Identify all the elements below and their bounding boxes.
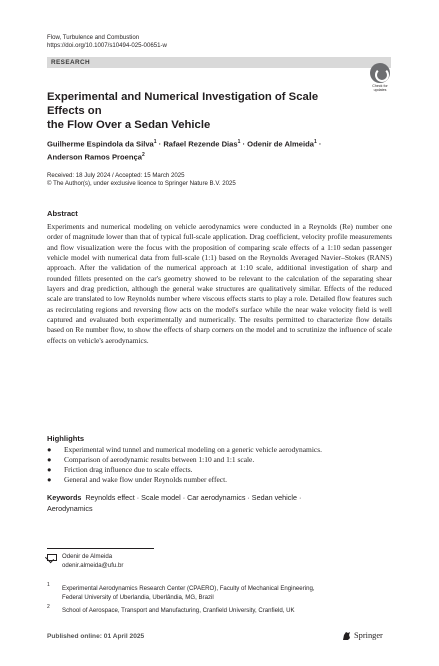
springer-horse-icon	[342, 631, 351, 641]
affiliation-number: 2	[47, 604, 50, 610]
bullet-icon: ●	[47, 465, 52, 474]
springer-name: Springer	[354, 631, 383, 640]
highlight-text: Comparison of aerodynamic results between 1:10 and 1:1 scale.	[64, 455, 255, 464]
check-for-updates-badge[interactable]	[367, 63, 393, 93]
check-for-updates-icon	[370, 63, 390, 83]
highlight-text: Experimental wind tunnel and numerical modeling on a generic vehicle aerodynamics.	[64, 445, 322, 454]
article-doi[interactable]: https://doi.org/10.1007/s10494-025-00651-w	[47, 42, 167, 49]
highlights-heading: Highlights	[47, 434, 85, 443]
contact-name: Odenir de Almeida	[62, 553, 113, 560]
keywords	[47, 492, 347, 514]
highlight-text: Friction drag influence due to scale effects.	[64, 465, 193, 474]
paper-title	[47, 90, 357, 132]
author-name[interactable]: Odenir de Almeida	[247, 139, 314, 149]
author-list	[47, 137, 387, 162]
author-affiliation-mark: 1	[313, 139, 317, 145]
author-name[interactable]: Guilherme Espindola da Silva	[47, 139, 154, 149]
abstract-text: Experiments and numerical modeling on vehicle aerodynamics were conducted in a Reynolds (Re) number one order of magnitude lower than that of typical full-scale application. Drag coefficient, velocity profile measurements and flow visualization were the focus with the proposition of comparing scale effects of a 1:10 sedan passenger vehicle model with numerical data from full-scale (1:1) based on the Reynolds Averaged Navier–Stokes (RANS) approach. After the validation of the numerical approach at 1:10 scale, additional investigation of sharp and rounded fillets presented on the car's geometry showed to be relevant to the calculation of the separating shear layers and drag prediction, although the general wake structures are qualitatively similar. Effects of the reduced scale are translated to low Reynolds number where viscous effects starts to play a role. Detailed flow features such as recirculating regions and reversing flow acts on the model's surface while the near wake velocity field is well captured and evaluated both experimentally and numerically. The results permitted to characterize flow details based on Re number flow, to show the effects of sharp corners on the model and to scrutinize the influence of scale effects on vehicle's aerodynamics.	[47, 222, 392, 345]
author-separator: ·	[318, 139, 322, 149]
keywords-label: Keywords	[47, 493, 82, 502]
affiliation-1	[62, 584, 382, 602]
footnote-divider	[47, 548, 154, 549]
abstract-heading: Abstract	[47, 209, 78, 218]
published-online: Published online: 01 April 2025	[47, 633, 145, 640]
title-line-1: Experimental and Numerical Investigation of Scale Effects on	[47, 91, 319, 117]
bullet-icon: ●	[47, 455, 52, 464]
keywords-line-1: Reynolds effect · Scale model · Car aerodynamics · Sedan vehicle ·	[85, 493, 302, 502]
affiliation-number: 1	[47, 582, 50, 588]
received-accepted-dates: Received: 18 July 2024 / Accepted: 15 March 2025	[47, 172, 185, 179]
affiliation-line: Experimental Aerodynamics Research Center (CPAERO), Faculty of Mechanical Engineering,	[62, 585, 315, 592]
bullet-icon: ●	[47, 445, 52, 454]
section-label: RESEARCH	[51, 58, 91, 66]
author-separator: ·	[158, 139, 162, 149]
author-name[interactable]: Rafael Rezende Dias	[163, 139, 238, 149]
affiliation-2	[62, 606, 382, 615]
author-name[interactable]: Anderson Ramos Proença	[47, 152, 142, 162]
title-line-2: the Flow Over a Sedan Vehicle	[47, 119, 211, 131]
author-affiliation-mark: 1	[153, 139, 157, 145]
keywords-line-2: Aerodynamics	[47, 504, 93, 513]
section-band	[47, 57, 391, 68]
envelope-icon	[47, 554, 57, 561]
copyright-line: © The Author(s), under exclusive licence to Springer Nature B.V. 2025	[47, 180, 236, 187]
author-affiliation-mark: 2	[141, 151, 145, 158]
affiliation-line: Federal University of Uberlandia, Uberlândia, MG, Brazil	[62, 594, 214, 601]
badge-line-1: Check for	[372, 84, 388, 88]
author-separator: ·	[242, 139, 246, 149]
contact-email[interactable]: odenir.almeida@ufu.br	[62, 562, 124, 569]
journal-name: Flow, Turbulence and Combustion	[47, 34, 140, 41]
bullet-icon: ●	[47, 475, 52, 484]
author-affiliation-mark: 1	[237, 139, 241, 145]
affiliation-line: School of Aerospace, Transport and Manufacturing, Cranfield University, Cranfield, UK	[62, 607, 295, 614]
highlight-text: General and wake flow under Reynolds number effect.	[64, 475, 228, 484]
badge-line-2: updates	[373, 88, 387, 92]
